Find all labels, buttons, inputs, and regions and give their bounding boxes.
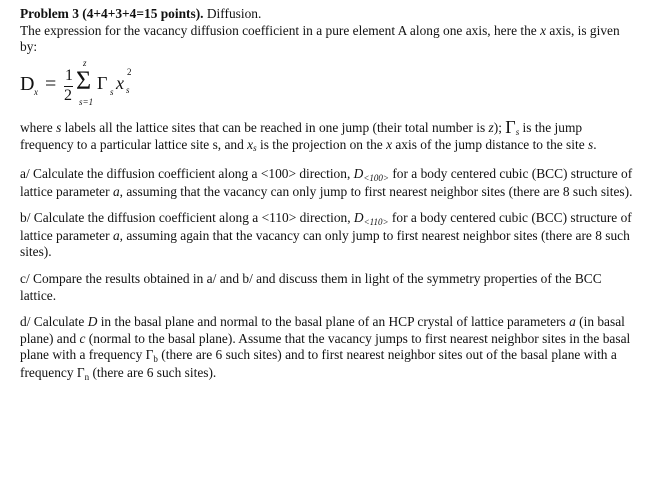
def-s2: s: [588, 137, 594, 153]
eq-sum-lower: s=1: [79, 96, 94, 107]
part-d-t1: d/ Calculate: [20, 314, 88, 330]
part-a-t1: a/ Calculate the diffusion coefficient along a <100> direction,: [20, 165, 354, 181]
problem-title: Problem 3 (4+4+3+4=15 points).: [20, 6, 204, 21]
diffusion-equation: [20, 58, 638, 110]
part-b-D: D: [353, 210, 364, 226]
intro-rest: axis, is given by:: [20, 22, 620, 55]
eq-gamma-sub: s: [110, 86, 114, 97]
eq-x-sub: s: [126, 84, 130, 95]
part-a-t3: , assuming that the vacancy can only jump to first nearest neighbor sites (there are 8 such sites).: [119, 183, 633, 199]
part-b-t1: b/ Calculate the diffusion coefficient along a <110> direction,: [20, 210, 354, 226]
def-s1: s: [56, 119, 62, 135]
def-t4: is the jump frequency to a particular lattice site s, and: [20, 119, 583, 153]
def-t2: labels all the lattice sites that can be reached in one jump (their total number is: [61, 119, 489, 135]
def-t7: .: [593, 137, 597, 153]
def-z: z: [488, 119, 494, 135]
def-t6: axis of the jump distance to the site: [392, 137, 588, 153]
part-d-a: a: [569, 314, 576, 330]
eq-sum-upper: z: [83, 57, 87, 68]
part-a-D: D: [353, 165, 364, 181]
part-d-t5: (there are 6 such sites) and to first nearest neighbor sites out of the basal plane with a frequency Γ: [20, 347, 617, 380]
definition-paragraph: [20, 118, 638, 155]
part-d-t2: in the basal plane and normal to the basal plane of an HCP crystal of lattice parameters: [97, 314, 570, 330]
part-b-t2: for a body centered cubic (BCC) structure of lattice parameter: [20, 210, 632, 243]
part-a-D-sub: <100>: [363, 172, 389, 183]
part-d-t3: (in basal plane) and: [20, 314, 625, 346]
part-d-D: D: [87, 314, 98, 330]
part-d: [20, 314, 638, 382]
def-gamma-sub: s: [515, 126, 520, 137]
def-xs-sub: s: [253, 143, 257, 154]
def-x: x: [386, 137, 393, 153]
part-b-a: a: [112, 227, 120, 243]
def-gamma: Γ: [505, 116, 516, 137]
part-a-a: a: [112, 183, 120, 199]
eq-equals: =: [45, 72, 57, 95]
problem-topic: Diffusion.: [203, 6, 262, 21]
part-a: [20, 166, 638, 200]
eq-gamma: Γ: [97, 72, 108, 93]
def-xs: x: [247, 137, 254, 153]
part-b-t3: , assuming again that the vacancy can only jump to first nearest neighbor sites (there are 8 such sites).: [20, 227, 630, 260]
eq-lhs-sub: x: [34, 86, 38, 97]
def-t3: );: [493, 119, 506, 135]
part-b-D-sub: <110>: [363, 217, 389, 228]
part-d-t6: (there are 6 such sites).: [89, 364, 217, 380]
part-a-t2: for a body centered cubic (BCC) structure of lattice parameter: [20, 165, 633, 199]
def-t1: where: [20, 119, 57, 135]
part-b: [20, 210, 638, 261]
def-t5: is the projection on the: [256, 137, 387, 153]
intro-text: The expression for the vacancy diffusion coefficient in a pure element A along one axis, here the: [20, 22, 541, 38]
part-d-t4: (normal to the basal plane). Assume that the vacancy jumps to first nearest neighbor sites in the basal plane with a frequency Γ: [20, 330, 631, 363]
part-c: c/ Compare the results obtained in a/ and b/ and discuss them in light of the symmetry properties of the BCC lattice.: [20, 270, 602, 303]
problem-intro: [20, 23, 638, 56]
problem-document: [20, 6, 638, 383]
eq-denominator: 2: [64, 86, 72, 104]
eq-lhs: D: [20, 72, 35, 95]
eq-x-sup: 2: [127, 66, 132, 77]
eq-numerator: 1: [65, 66, 73, 84]
intro-var: x: [540, 22, 547, 38]
part-d-c: c: [79, 330, 86, 346]
eq-sigma: Σ: [76, 65, 92, 95]
part-d-n-sub: n: [84, 371, 90, 382]
problem-heading: [20, 6, 638, 23]
eq-x: x: [116, 72, 124, 93]
part-d-b-sub: b: [153, 354, 158, 365]
